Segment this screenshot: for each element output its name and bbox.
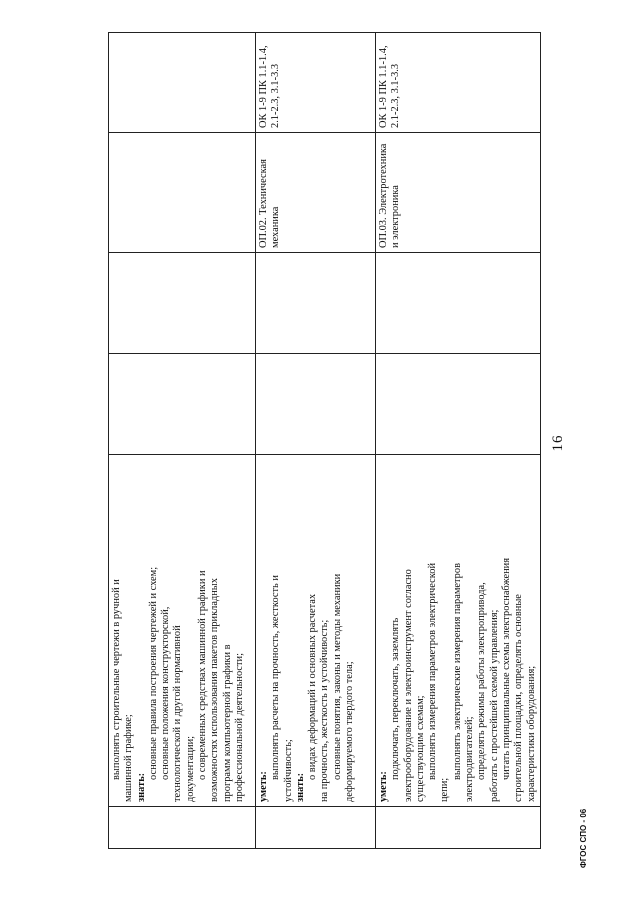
disciplines-table [108,32,541,849]
footer-label: ФГОС СПО - 06 [579,808,588,868]
requirement-line: машинной графике; [123,714,135,802]
requirement-line: возможностях использования пакетов прикладных [209,578,221,802]
discipline-name: ОП.02. Техническая механика [258,159,282,248]
requirement-line: подключать, переключать, заземлять [390,617,402,780]
discipline-name: ОП.03. Электротехника и электроника [378,143,402,248]
requirements-cell [109,455,256,807]
page-number: 16 [550,434,566,452]
mandatory-hours-cell [256,253,376,354]
section-heading: знать: [135,772,147,802]
requirement-line: работать с простейшей схемой управления; [488,609,500,802]
max-load-cell [109,354,256,455]
mandatory-hours-cell [376,253,541,354]
discipline-cell [256,133,376,253]
mandatory-hours-cell [109,253,256,354]
requirement-line: о видах деформаций и основных расчетах [307,593,319,780]
requirement-line: существующим схемам; [414,695,426,802]
requirement-line: выполнять строительные чертежи в ручной и [111,579,122,780]
competencies-cell [109,33,256,133]
requirement-line: электродвигателей; [464,716,476,802]
requirement-line: основные понятия, законы и методы механики [331,573,343,780]
requirement-line: выполнять измерения параметров электрической [427,562,439,780]
section-heading: знать: [294,772,306,802]
requirement-line: документации; [184,735,196,802]
requirement-line: выполнять расчеты на прочность, жесткость и [270,575,282,780]
competencies-cell [256,33,376,133]
requirement-line: электрооборудование и электроинструмент согласно [402,569,414,802]
requirement-line: характеристики оборудования; [525,665,537,802]
discipline-cell [376,133,541,253]
rotated-page [50,8,590,878]
requirement-line: определять режимы работы электропривода, [476,582,488,780]
requirement-line: выполнять электрические измерения параметров [451,563,463,780]
requirement-line: читать принципиальные схемы электроснабжения [500,557,512,780]
requirements-cell [256,455,376,807]
requirement-line: деформируемого твердого тела; [344,661,356,802]
competencies-cell [376,33,541,133]
max-load-cell [376,354,541,455]
index-cell [376,807,541,849]
requirements-cell [376,455,541,807]
requirement-line: устойчивость; [282,739,294,802]
requirement-line: цепи; [439,777,451,802]
index-cell [256,807,376,849]
requirement-line: профессиональной деятельности; [233,652,245,802]
index-cell [109,807,256,849]
requirement-line: технологической и другой нормативной [172,625,184,802]
requirement-line: основные положения конструкторской, [160,606,172,780]
competency-codes: ОК 1-9 ПК 1.1-1.4, 2.1-2.3, 3.1-3.3 [378,45,402,128]
competency-codes: ОК 1-9 ПК 1.1-1.4, 2.1-2.3, 3.1-3.3 [258,45,282,128]
table-row [256,33,376,849]
requirement-line: основные правила построения чертежей и схем; [147,566,159,780]
section-heading: уметь: [378,771,389,802]
requirement-line: программ компьютерной графики в [221,644,233,802]
table-body [109,33,541,849]
requirement-line: на прочность, жесткость и устойчивость; [319,619,331,802]
table-row [376,33,541,849]
requirement-line: о современных средствах машинной графики и [197,570,209,780]
max-load-cell [256,354,376,455]
table-row [109,33,256,849]
requirement-line: строительной площадки, определять основные [513,594,525,802]
section-heading: уметь: [258,771,269,802]
discipline-cell [109,133,256,253]
